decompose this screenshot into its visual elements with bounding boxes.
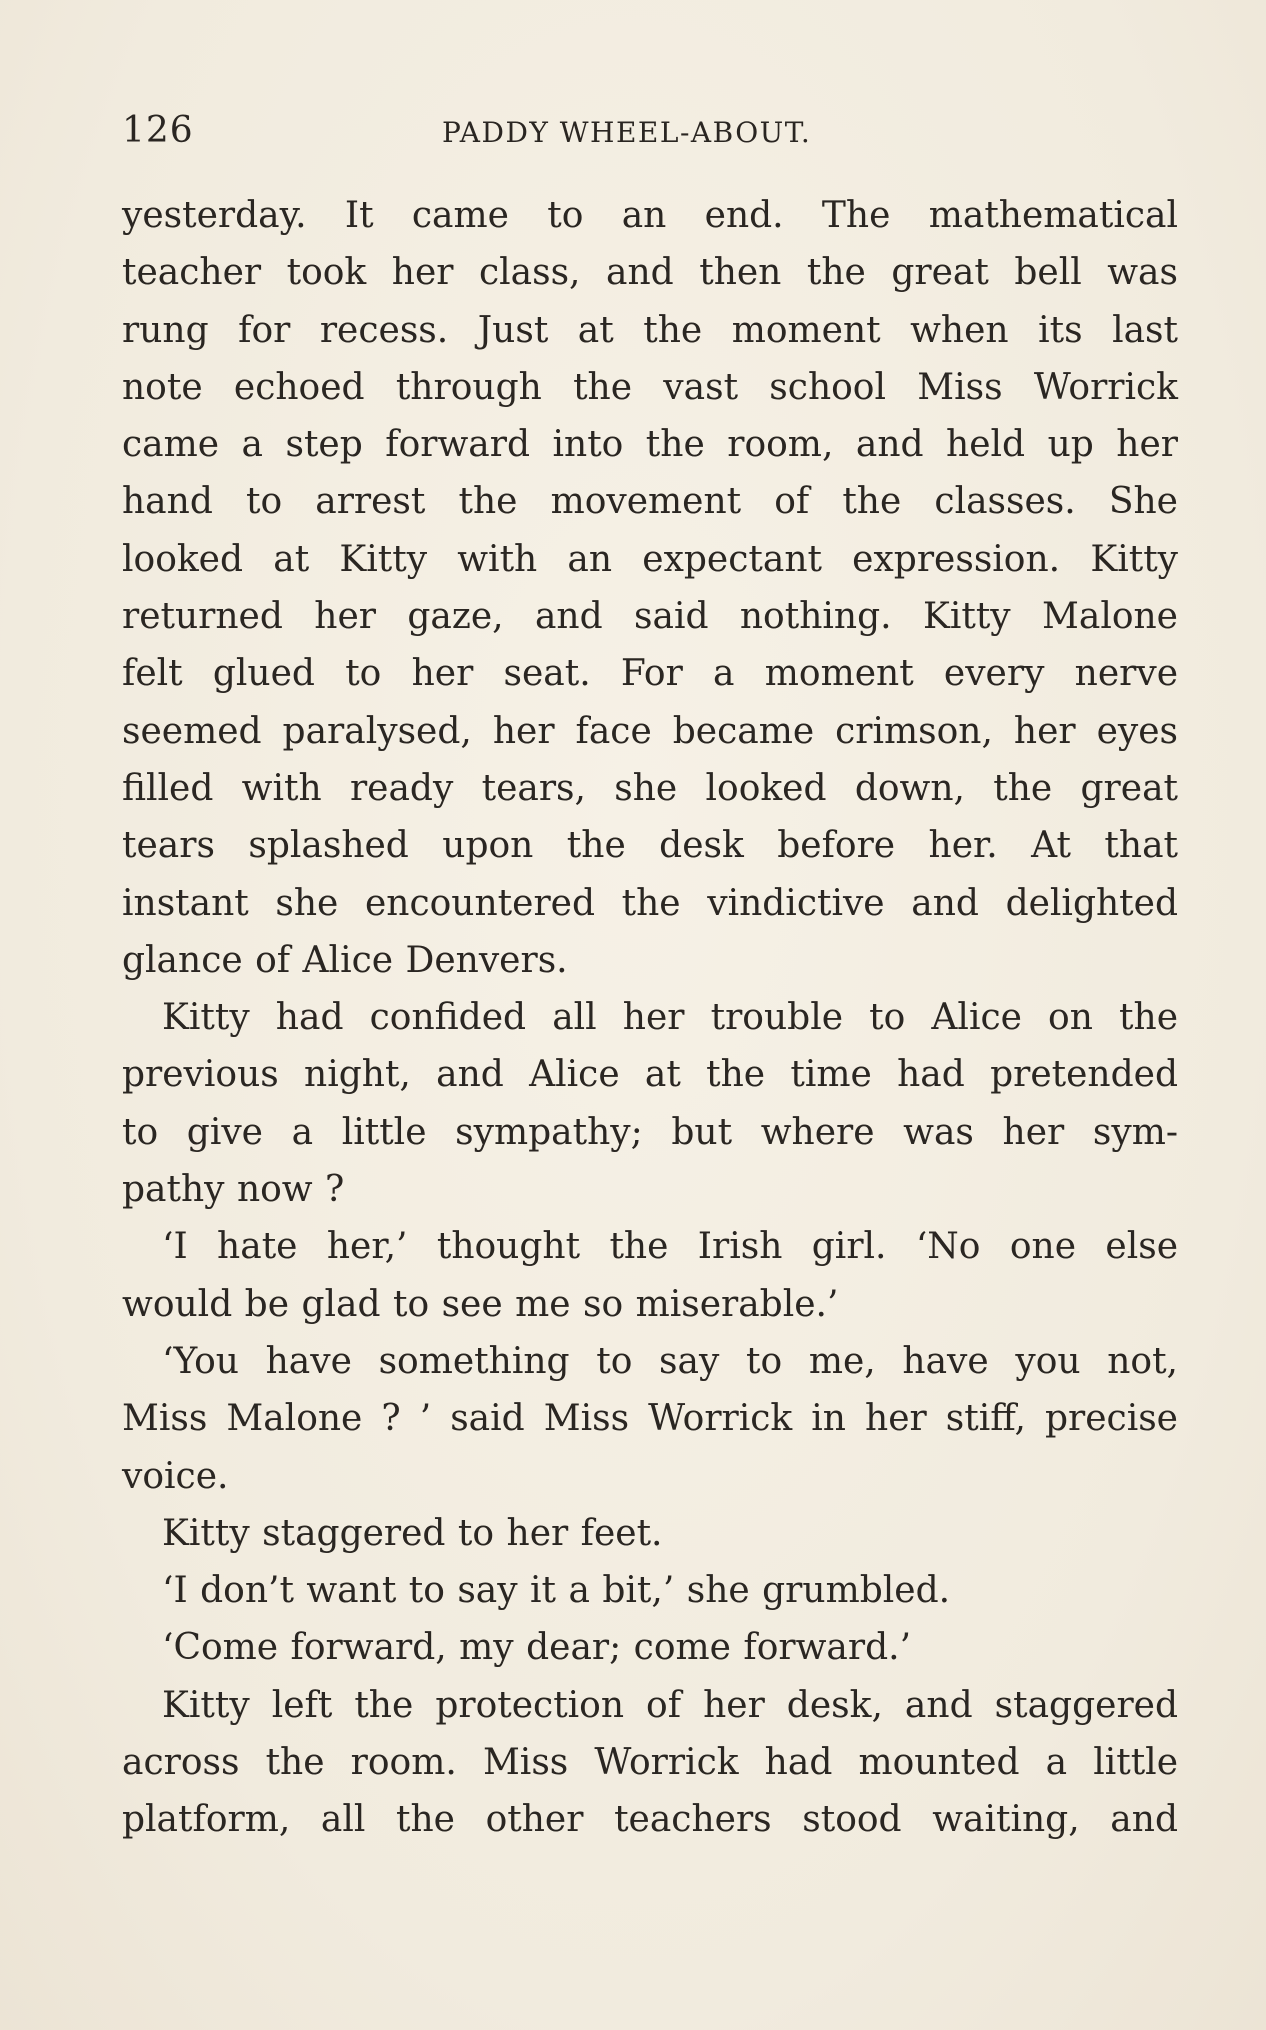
- text-line: pathy now ?: [122, 1169, 345, 1211]
- text-line: would be glad to see me so miserable.’: [122, 1283, 839, 1325]
- body-text: [122, 187, 1178, 1849]
- text-line: returned her gaze, and said nothing. Kitty Malone: [122, 596, 1178, 638]
- text-line: felt glued to her seat. For a moment every nerve: [122, 653, 1178, 695]
- text-line: ‘Come forward, my dear; come forward.’: [162, 1627, 912, 1669]
- text-line: Miss Malone ? ’ said Miss Worrick in her stiff, precise: [122, 1398, 1178, 1440]
- page-header: [122, 110, 1178, 160]
- text-line: instant she encountered the vindictive and delighted: [122, 882, 1178, 924]
- text-line: glance of Alice Denvers.: [122, 939, 568, 981]
- text-line: hand to arrest the movement of the classes. She: [122, 481, 1178, 523]
- running-head: PADDY WHEEL-ABOUT.: [442, 116, 812, 149]
- text-line: previous night, and Alice at the time had pretended: [122, 1054, 1178, 1096]
- text-line: Kitty left the protection of her desk, and staggered: [162, 1684, 1178, 1726]
- text-line: across the room. Miss Worrick had mounted a little: [122, 1742, 1178, 1784]
- text-line: platform, all the other teachers stood waiting, and: [122, 1799, 1178, 1841]
- text-line: filled with ready tears, she looked down, the great: [122, 767, 1178, 809]
- text-line: yesterday. It came to an end. The mathematical: [122, 195, 1178, 236]
- text-line: ‘I hate her,’ thought the Irish girl. ‘No one else: [162, 1226, 1178, 1268]
- text-line: Kitty had confided all her trouble to Alice on the: [162, 997, 1178, 1039]
- text-line: note echoed through the vast school Miss Worrick: [122, 366, 1178, 408]
- page-number: 126: [122, 110, 194, 151]
- text-line: rung for recess. Just at the moment when its last: [122, 309, 1178, 351]
- text-line: looked at Kitty with an expectant expression. Kitty: [122, 538, 1178, 580]
- text-line: teacher took her class, and then the great bell was: [122, 252, 1178, 294]
- text-line: voice.: [122, 1455, 229, 1497]
- text-line: ‘You have something to say to me, have you not,: [162, 1340, 1178, 1382]
- text-line: tears splashed upon the desk before her. At that: [122, 825, 1178, 867]
- text-line: seemed paralysed, her face became crimson, her eyes: [122, 710, 1178, 752]
- text-line: Kitty staggered to her feet.: [162, 1512, 663, 1554]
- text-line: to give a little sympathy; but where was her sym-: [122, 1111, 1178, 1153]
- text-line: came a step forward into the room, and held up her: [122, 424, 1178, 466]
- text-line: ‘I don’t want to say it a bit,’ she grumbled.: [162, 1570, 951, 1612]
